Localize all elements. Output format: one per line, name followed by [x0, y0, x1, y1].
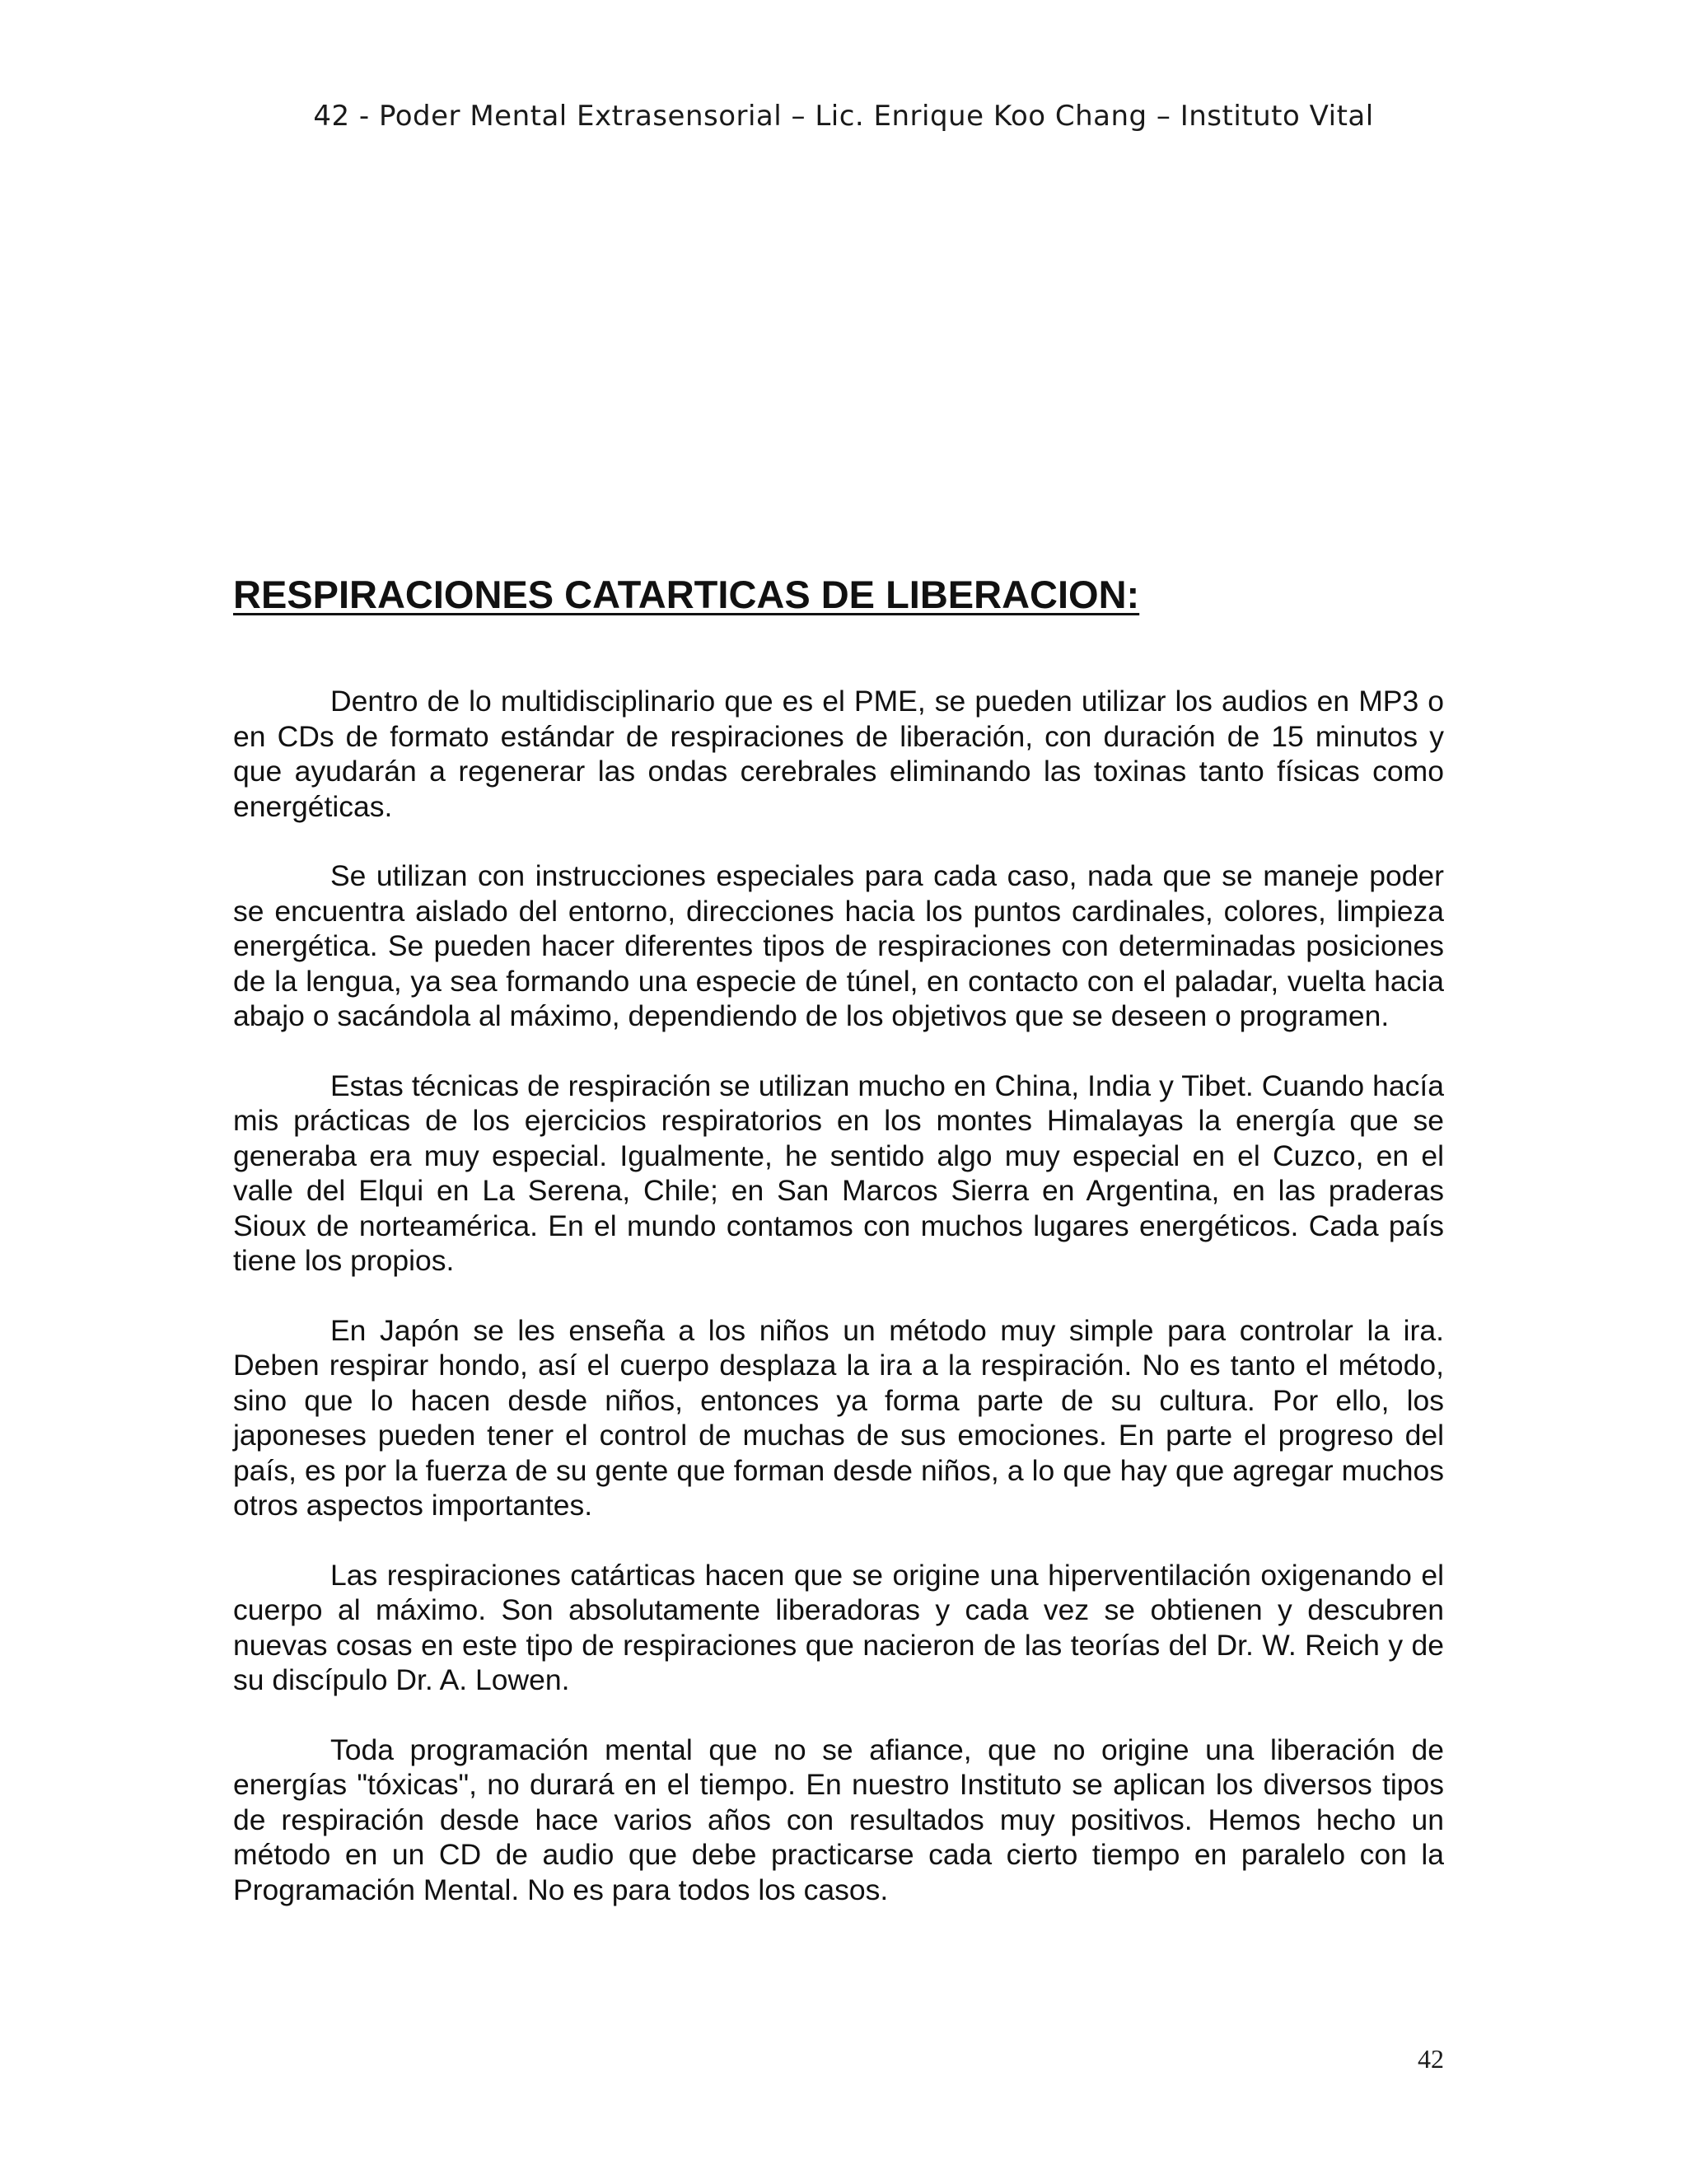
- running-header: 42 - Poder Mental Extrasensorial – Lic. Enrique Koo Chang – Instituto Vital: [313, 100, 1374, 133]
- paragraph: Estas técnicas de respiración se utilizan mucho en China, India y Tibet. Cuando hacía mis prácticas de los ejercicios respiratorios en los montes Himalayas la energía que se generaba era muy especial. Igualmente, he sentido algo muy especial en el Cuzco, en el valle del Elqui en La Serena, Chile; en San Marcos Sierra en Argentina, en las praderas Sioux de norteamérica. En el mundo contamos con muchos lugares energéticos. Cada país tiene los propios.: [233, 1069, 1444, 1277]
- paragraph: Las respiraciones catárticas hacen que se origine una hiperventilación oxigenando el cuerpo al máximo. Son absolutamente liberadoras y cada vez se obtienen y descubren nuevas cosas en este tipo de respiraciones que nacieron de las teorías del Dr. W. Reich y de su discípulo Dr. A. Lowen.: [233, 1558, 1444, 1696]
- section-title: RESPIRACIONES CATARTICAS DE LIBERACION:: [233, 573, 1140, 616]
- paragraph: Dentro de lo multidisciplinario que es el PME, se pueden utilizar los audios en MP3 o en CDs de formato estándar de respiraciones de liberación, con duración de 15 minutos y que ayudarán a regenerar las ondas cerebrales eliminando las toxinas tanto físicas como energéticas.: [233, 685, 1444, 823]
- paragraph: Se utilizan con instrucciones especiales para cada caso, nada que se maneje poder se encuentra aislado del entorno, direcciones hacia los puntos cardinales, colores, limpieza energética. Se pueden hacer diferentes tipos de respiraciones con determinadas posiciones de la lengua, ya sea formando una especie de túnel, en contacto con el paladar, vuelta hacia abajo o sacándola al máximo, dependiendo de los objetivos que se deseen o programen.: [233, 859, 1444, 1032]
- body-text: [233, 684, 1444, 1942]
- page-number: 42: [1418, 2044, 1444, 2074]
- paragraph: Toda programación mental que no se afiance, que no origine una liberación de energías "tóxicas", no durará en el tiempo. En nuestro Instituto se aplican los diversos tipos de respiración desde hace varios años con resultados muy positivos. Hemos hecho un método en un CD de audio que debe practicarse cada cierto tiempo en paralelo con la Programación Mental. No es para todos los casos.: [233, 1733, 1444, 1906]
- paragraph: En Japón se les enseña a los niños un método muy simple para controlar la ira. Deben respirar hondo, así el cuerpo desplaza la ira a la respiración. No es tanto el método, sino que lo hacen desde niños, entonces ya forma parte de su cultura. Por ello, los japoneses pueden tener el control de muchas de sus emociones. En parte el progreso del país, es por la fuerza de su gente que forman desde niños, a lo que hay que agregar muchos otros aspectos importantes.: [233, 1313, 1444, 1522]
